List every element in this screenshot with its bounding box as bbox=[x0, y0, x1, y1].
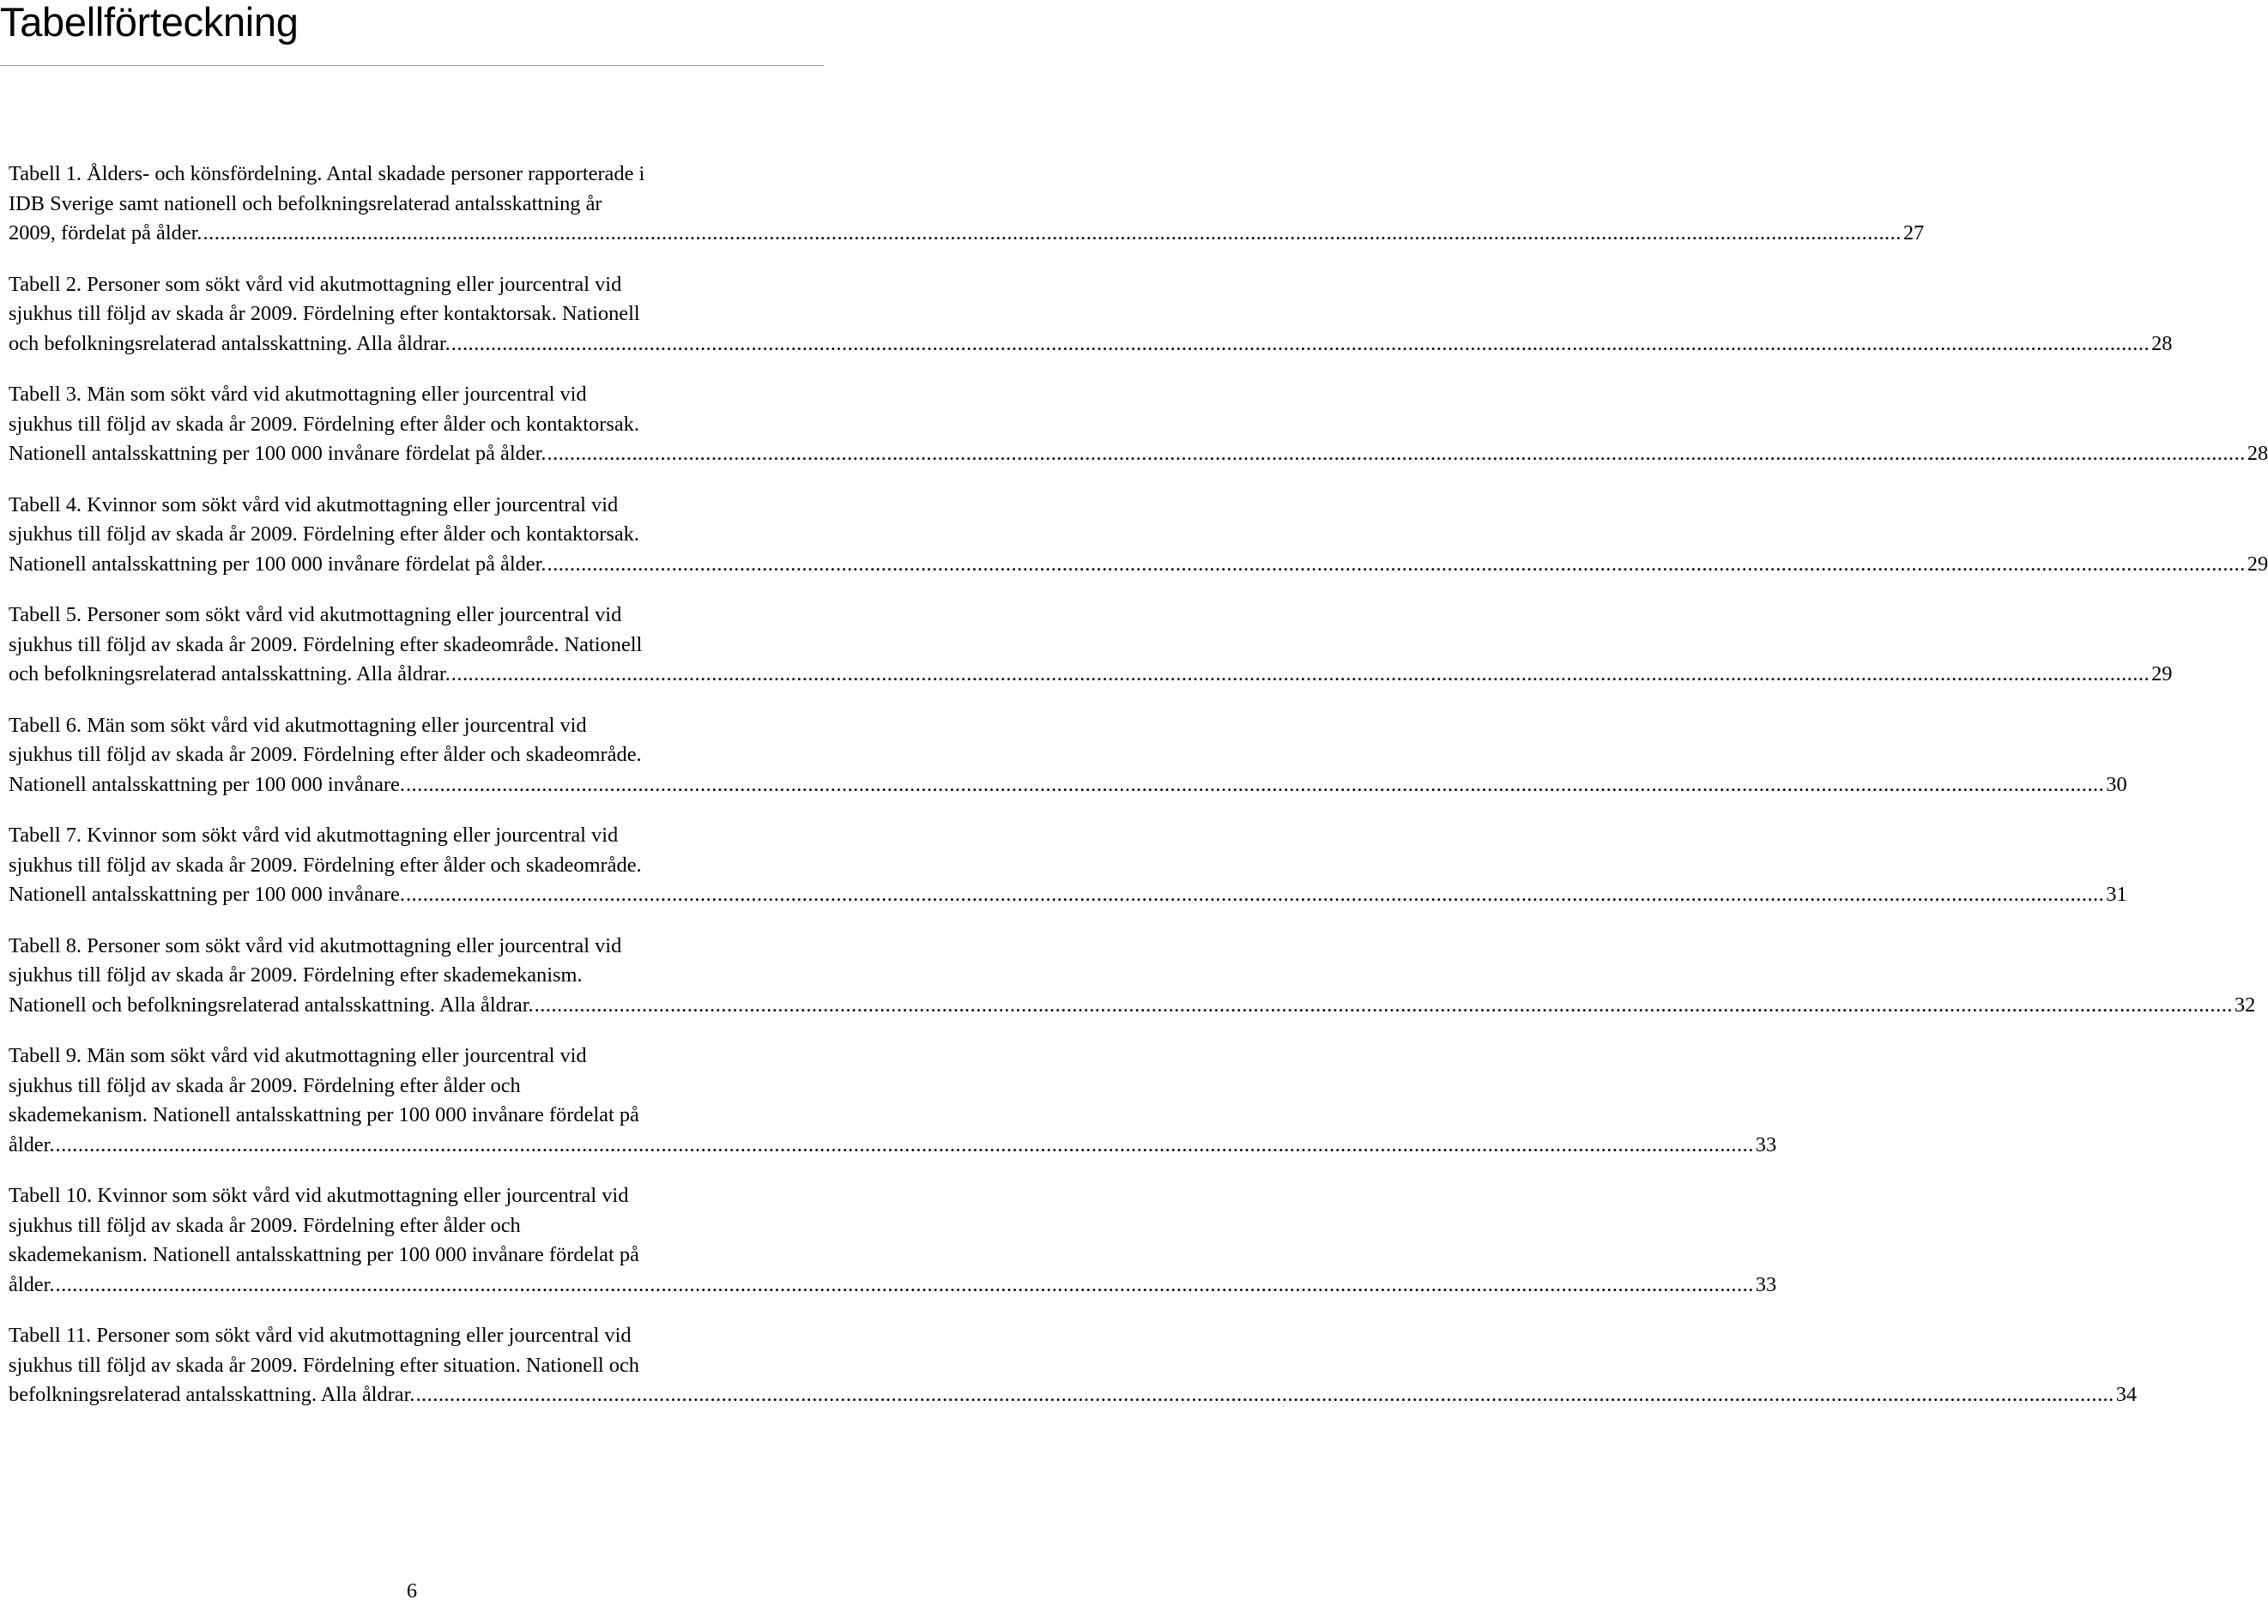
toc-page-number: 34 bbox=[2115, 1383, 2138, 1406]
toc-entry-line: Tabell 9. Män som sökt vård vid akutmottagning eller jourcentral vid bbox=[9, 1044, 587, 1067]
dot-leader: ............................................................................................................................................................................................................................................................................................................ bbox=[415, 1383, 2114, 1406]
dot-leader: ............................................................................................................................................................................................................................................................................................................ bbox=[405, 772, 2105, 796]
toc-entry-line: Tabell 1. Ålders- och könsfördelning. Antal skadade personer rapporterade i bbox=[9, 162, 645, 185]
page-title: Tabellförteckning bbox=[0, 0, 299, 45]
toc-entry-last-line bbox=[9, 880, 2127, 910]
toc-entry-last-line bbox=[9, 770, 2127, 800]
toc-entry-title-end: ålder. bbox=[9, 1272, 55, 1296]
toc-entry-title-end: befolkningsrelaterad antalsskattning. Alla åldrar. bbox=[9, 1383, 415, 1406]
toc-entry-line: Tabell 8. Personer som sökt vård vid akutmottagning eller jourcentral vid bbox=[9, 933, 622, 957]
toc-entry-last-line bbox=[9, 1380, 2138, 1410]
dot-leader: ............................................................................................................................................................................................................................................................................................................ bbox=[55, 1272, 1754, 1296]
toc-entry[interactable] bbox=[9, 1181, 1777, 1300]
toc-page-number: 29 bbox=[2247, 552, 2268, 576]
toc-entry[interactable] bbox=[9, 601, 2173, 690]
table-of-contents bbox=[9, 160, 2268, 1410]
toc-entry[interactable] bbox=[9, 932, 2256, 1021]
toc-entry-line: sjukhus till följd av skada år 2009. Fördelning efter skademekanism. bbox=[9, 963, 583, 987]
toc-entry[interactable] bbox=[9, 160, 1925, 249]
dot-leader: ............................................................................................................................................................................................................................................................................................................ bbox=[405, 883, 2105, 906]
page-number: 6 bbox=[406, 1579, 418, 1603]
dot-leader: ............................................................................................................................................................................................................................................................................................................ bbox=[547, 552, 2246, 576]
toc-entry-line: Tabell 3. Män som sökt vård vid akutmottagning eller jourcentral vid bbox=[9, 383, 587, 406]
toc-entry-line: skademekanism. Nationell antalsskattning per 100 000 invånare fördelat på bbox=[9, 1103, 639, 1126]
toc-page-number: 31 bbox=[2106, 883, 2127, 906]
toc-entry[interactable] bbox=[9, 491, 2268, 580]
toc-entry-line: sjukhus till följd av skada år 2009. Fördelning efter kontaktorsak. Nationell bbox=[9, 302, 640, 325]
heading-divider bbox=[0, 65, 824, 66]
toc-entry-line: Tabell 2. Personer som sökt vård vid akutmottagning eller jourcentral vid bbox=[9, 272, 622, 296]
toc-entry-title-end: Nationell antalsskattning per 100 000 invånare fördelat på ålder. bbox=[9, 442, 547, 465]
toc-entry-title-end: och befolkningsrelaterad antalsskattning. Alla åldrar. bbox=[9, 331, 451, 355]
toc-entry-line: skademekanism. Nationell antalsskattning per 100 000 invånare fördelat på bbox=[9, 1243, 639, 1266]
toc-entry-title-end: 2009, fördelat på ålder. bbox=[9, 221, 203, 245]
toc-entry-line: IDB Sverige samt nationell och befolkningsrelaterad antalsskattning år bbox=[9, 191, 602, 215]
toc-page-number: 28 bbox=[2151, 331, 2173, 355]
toc-entry[interactable] bbox=[9, 270, 2173, 359]
dot-leader: ............................................................................................................................................................................................................................................................................................................ bbox=[534, 993, 2233, 1017]
toc-entry[interactable] bbox=[9, 380, 2268, 469]
toc-entry-line: Tabell 5. Personer som sökt vård vid akutmottagning eller jourcentral vid bbox=[9, 603, 622, 626]
toc-entry-title-end: Nationell och befolkningsrelaterad antalsskattning. Alla åldrar. bbox=[9, 993, 534, 1017]
toc-page-number: 33 bbox=[1755, 1272, 1777, 1296]
toc-entry-line: Tabell 10. Kvinnor som sökt vård vid akutmottagning eller jourcentral vid bbox=[9, 1184, 629, 1207]
toc-page-number: 28 bbox=[2247, 442, 2268, 465]
toc-entry-line: Tabell 11. Personer som sökt vård vid akutmottagning eller jourcentral vid bbox=[9, 1324, 632, 1347]
toc-entry-line: sjukhus till följd av skada år 2009. Fördelning efter ålder och bbox=[9, 1073, 521, 1097]
toc-entry-last-line bbox=[9, 329, 2173, 359]
dot-leader: ............................................................................................................................................................................................................................................................................................................ bbox=[55, 1132, 1754, 1156]
toc-entry-title-end: ålder. bbox=[9, 1132, 55, 1156]
toc-entry-title-end: Nationell antalsskattning per 100 000 invånare fördelat på ålder. bbox=[9, 552, 547, 576]
toc-page-number: 30 bbox=[2106, 772, 2127, 796]
toc-entry[interactable] bbox=[9, 821, 2127, 910]
toc-entry-title-end: Nationell antalsskattning per 100 000 invånare. bbox=[9, 772, 405, 796]
dot-leader: ............................................................................................................................................................................................................................................................................................................ bbox=[451, 662, 2150, 685]
toc-page-number: 29 bbox=[2151, 662, 2173, 685]
toc-page-number: 32 bbox=[2234, 993, 2256, 1017]
toc-entry-last-line bbox=[9, 1271, 1777, 1301]
toc-entry-last-line bbox=[9, 660, 2173, 690]
toc-entry-line: Tabell 4. Kvinnor som sökt vård vid akutmottagning eller jourcentral vid bbox=[9, 492, 619, 516]
toc-entry-line: sjukhus till följd av skada år 2009. Fördelning efter ålder och skadeområde. bbox=[9, 853, 642, 877]
toc-entry[interactable] bbox=[9, 711, 2127, 800]
toc-entry-line: sjukhus till följd av skada år 2009. Fördelning efter situation. Nationell och bbox=[9, 1353, 639, 1377]
toc-entry-last-line bbox=[9, 991, 2256, 1021]
dot-leader: ............................................................................................................................................................................................................................................................................................................ bbox=[203, 221, 1902, 245]
toc-page-number: 33 bbox=[1755, 1132, 1777, 1156]
toc-entry-last-line bbox=[9, 219, 1925, 249]
toc-entry[interactable] bbox=[9, 1321, 2138, 1410]
toc-entry-line: sjukhus till följd av skada år 2009. Fördelning efter ålder och skadeområde. bbox=[9, 743, 642, 766]
toc-entry-line: Tabell 6. Män som sökt vård vid akutmottagning eller jourcentral vid bbox=[9, 713, 587, 737]
toc-entry-last-line bbox=[9, 439, 2268, 469]
toc-entry-last-line bbox=[9, 1131, 1777, 1161]
dot-leader: ............................................................................................................................................................................................................................................................................................................ bbox=[547, 442, 2246, 465]
toc-entry[interactable] bbox=[9, 1041, 1777, 1160]
toc-entry-title-end: Nationell antalsskattning per 100 000 invånare. bbox=[9, 883, 405, 906]
toc-entry-line: sjukhus till följd av skada år 2009. Fördelning efter skadeområde. Nationell bbox=[9, 632, 643, 656]
toc-entry-line: sjukhus till följd av skada år 2009. Fördelning efter ålder och kontaktorsak. bbox=[9, 522, 639, 546]
toc-page-number: 27 bbox=[1902, 221, 1925, 245]
toc-entry-line: sjukhus till följd av skada år 2009. Fördelning efter ålder och bbox=[9, 1213, 521, 1237]
dot-leader: ............................................................................................................................................................................................................................................................................................................ bbox=[451, 331, 2150, 355]
toc-entry-line: sjukhus till följd av skada år 2009. Fördelning efter ålder och kontaktorsak. bbox=[9, 412, 639, 436]
toc-entry-title-end: och befolkningsrelaterad antalsskattning. Alla åldrar. bbox=[9, 662, 451, 685]
toc-entry-line: Tabell 7. Kvinnor som sökt vård vid akutmottagning eller jourcentral vid bbox=[9, 824, 619, 847]
toc-entry-last-line bbox=[9, 550, 2268, 580]
